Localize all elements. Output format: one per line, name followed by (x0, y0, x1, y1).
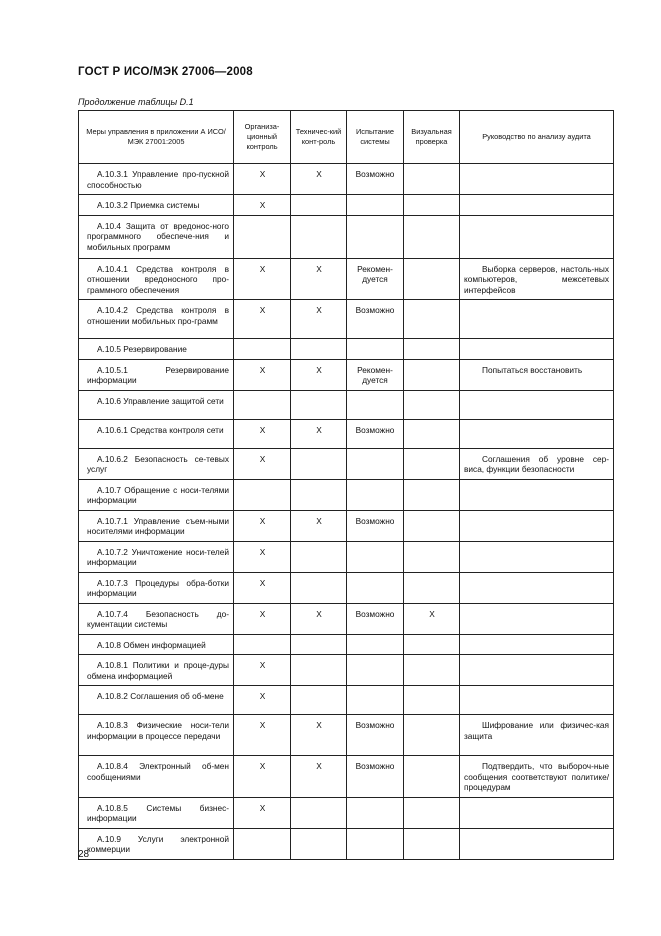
table-row (79, 603, 614, 634)
cell-tech-control (291, 215, 347, 258)
table-row (79, 300, 614, 339)
cell-org-control (234, 479, 291, 510)
table-row (79, 756, 614, 798)
cell-system-test (347, 541, 404, 572)
cell-tech-control: X (291, 510, 347, 541)
table-body (79, 164, 614, 860)
column-header-system-test: Испытание системы (347, 111, 404, 164)
cell-audit-guide (460, 164, 614, 195)
cell-measure-text: А.10.8.2 Соглашения об об-мене (97, 691, 224, 701)
cell-visual-check (404, 215, 460, 258)
cell-measure-text: А.10.6 Управление защитой сети (97, 395, 224, 406)
cell-audit-guide-text: Подтвердить, что выбороч-ные сообщения соответствуют политике/процедурам (464, 761, 609, 792)
cell-tech-control (291, 634, 347, 655)
cell-system-test (347, 390, 404, 419)
cell-system-test: Возможно (347, 603, 404, 634)
table-row (79, 510, 614, 541)
cell-system-test (347, 215, 404, 258)
cell-measure-text: А.10.7.4 Безопасность до-кументации системы (87, 608, 229, 629)
cell-measure-text: А.10.6.1 Средства контроля сети (97, 424, 224, 435)
table-row (79, 541, 614, 572)
cell-measure (79, 797, 234, 828)
cell-measure (79, 448, 234, 479)
cell-audit-guide (460, 510, 614, 541)
cell-measure (79, 359, 234, 390)
cell-system-test (347, 479, 404, 510)
cell-system-test: Рекомен-дуется (347, 258, 404, 300)
cell-measure (79, 339, 234, 360)
cell-audit-guide (460, 828, 614, 859)
cell-tech-control (291, 390, 347, 419)
cell-measure (79, 195, 234, 216)
cell-measure (79, 715, 234, 756)
cell-tech-control (291, 339, 347, 360)
cell-measure (79, 479, 234, 510)
cell-tech-control: X (291, 603, 347, 634)
cell-measure-text: А.10.7 Обращение с носи-телями информации (87, 484, 229, 505)
cell-audit-guide-text: Шифрование или физичес-кая защита (464, 720, 609, 741)
cell-audit-guide (460, 258, 614, 300)
cell-audit-guide (460, 419, 614, 448)
column-header-visual-check: Визуальная проверка (404, 111, 460, 164)
cell-measure-text: А.10.7.1 Управление съем-ными носителями информации (87, 515, 229, 536)
cell-tech-control: X (291, 258, 347, 300)
cell-org-control: X (234, 655, 291, 686)
cell-org-control: X (234, 715, 291, 756)
cell-org-control: X (234, 258, 291, 300)
cell-measure-text: А.10.6.2 Безопасность се-тевых услуг (87, 453, 229, 474)
cell-audit-guide (460, 634, 614, 655)
cell-visual-check (404, 195, 460, 216)
cell-measure (79, 164, 234, 195)
cell-org-control: X (234, 419, 291, 448)
cell-tech-control (291, 448, 347, 479)
cell-measure-text: А.10.4.1 Средства контроля в отношении вредоносного про-граммного обеспечения (87, 263, 229, 295)
cell-org-control: X (234, 756, 291, 798)
table-row (79, 572, 614, 603)
cell-measure-text: А.10.8.4 Электронный об-мен сообщениями (87, 761, 229, 782)
cell-measure (79, 686, 234, 715)
cell-audit-guide (460, 448, 614, 479)
cell-measure (79, 510, 234, 541)
cell-visual-check (404, 510, 460, 541)
table-row (79, 164, 614, 195)
cell-system-test: Возможно (347, 300, 404, 339)
cell-measure-text: А.10.8.3 Физические носи-тели информации в процессе передачи (87, 720, 229, 741)
cell-measure (79, 572, 234, 603)
table-row (79, 655, 614, 686)
cell-measure-text: А.10.8.1 Политики и проце-дуры обмена информацией (87, 660, 229, 681)
cell-visual-check (404, 655, 460, 686)
cell-audit-guide (460, 686, 614, 715)
cell-visual-check (404, 390, 460, 419)
table-row (79, 215, 614, 258)
table-row (79, 634, 614, 655)
cell-org-control (234, 215, 291, 258)
cell-audit-guide-text: Попытаться восстановить (482, 364, 583, 375)
cell-tech-control: X (291, 756, 347, 798)
cell-visual-check (404, 300, 460, 339)
cell-tech-control: X (291, 164, 347, 195)
cell-tech-control (291, 195, 347, 216)
cell-measure (79, 603, 234, 634)
cell-measure-text: А.10.4 Защита от вредонос-ного программного обеспече-ния и мобильных программ (87, 220, 229, 252)
table-row (79, 797, 614, 828)
cell-visual-check: X (404, 603, 460, 634)
cell-audit-guide (460, 215, 614, 258)
cell-audit-guide-text: Выборка серверов, настоль-ных компьютеров, межсетевых интерфейсов (464, 263, 609, 295)
cell-measure (79, 390, 234, 419)
cell-visual-check (404, 797, 460, 828)
cell-visual-check (404, 634, 460, 655)
cell-tech-control: X (291, 419, 347, 448)
cell-org-control: X (234, 686, 291, 715)
cell-system-test (347, 797, 404, 828)
cell-audit-guide (460, 572, 614, 603)
cell-measure-text: А.10.7.3 Процедуры обра-ботки информации (87, 577, 229, 598)
table-row (79, 195, 614, 216)
cell-org-control (234, 634, 291, 655)
cell-visual-check (404, 541, 460, 572)
cell-org-control (234, 390, 291, 419)
table-row (79, 479, 614, 510)
cell-system-test: Возможно (347, 756, 404, 798)
cell-tech-control (291, 541, 347, 572)
table-row (79, 359, 614, 390)
cell-org-control (234, 339, 291, 360)
cell-audit-guide (460, 479, 614, 510)
cell-system-test (347, 339, 404, 360)
cell-measure (79, 756, 234, 798)
cell-system-test (347, 448, 404, 479)
cell-visual-check (404, 572, 460, 603)
table-row (79, 686, 614, 715)
cell-visual-check (404, 164, 460, 195)
cell-audit-guide-text: Соглашения об уровне сер-виса, функции безопасности (464, 453, 609, 474)
table-row (79, 339, 614, 360)
cell-org-control: X (234, 603, 291, 634)
cell-audit-guide (460, 603, 614, 634)
column-header-tech-control: Техничес-кий конт-роль (291, 111, 347, 164)
page-number: 28 (78, 849, 90, 860)
cell-audit-guide (460, 715, 614, 756)
cell-visual-check (404, 419, 460, 448)
table-row (79, 419, 614, 448)
cell-measure-text: А.10.5.1 Резервирование информации (87, 364, 229, 385)
table-caption: Продолжение таблицы D.1 (78, 97, 194, 107)
cell-org-control: X (234, 510, 291, 541)
cell-measure-text: А.10.9 Услуги электронной коммерции (87, 833, 229, 854)
document-header: ГОСТ Р ИСО/МЭК 27006—2008 (78, 66, 253, 78)
cell-system-test: Возможно (347, 715, 404, 756)
table-row (79, 258, 614, 300)
cell-tech-control: X (291, 300, 347, 339)
cell-measure (79, 215, 234, 258)
table-row (79, 715, 614, 756)
cell-visual-check (404, 448, 460, 479)
cell-measure-text: А.10.4.2 Средства контроля в отношении мобильных про-грамм (87, 305, 229, 326)
cell-measure-text: А.10.3.2 Приемка системы (97, 200, 200, 210)
cell-measure-text: А.10.5 Резервирование (97, 344, 187, 354)
cell-visual-check (404, 339, 460, 360)
cell-audit-guide (460, 390, 614, 419)
cell-measure (79, 828, 234, 859)
cell-system-test: Возможно (347, 510, 404, 541)
cell-system-test (347, 828, 404, 859)
cell-tech-control (291, 479, 347, 510)
cell-visual-check (404, 828, 460, 859)
controls-table (78, 110, 614, 860)
cell-measure-text: А.10.7.2 Уничтожение носи-телей информации (87, 546, 229, 567)
table-header-row (79, 111, 614, 164)
column-header-org-control: Организа-ционный контроль (234, 111, 291, 164)
table-row (79, 828, 614, 859)
cell-visual-check (404, 715, 460, 756)
cell-system-test: Рекомен-дуется (347, 359, 404, 390)
cell-org-control: X (234, 300, 291, 339)
cell-system-test: Возможно (347, 164, 404, 195)
cell-system-test (347, 655, 404, 686)
cell-system-test: Возможно (347, 419, 404, 448)
cell-system-test (347, 572, 404, 603)
cell-measure (79, 634, 234, 655)
cell-org-control: X (234, 541, 291, 572)
cell-tech-control (291, 686, 347, 715)
column-header-audit-guide: Руководство по анализу аудита (460, 111, 614, 164)
cell-org-control: X (234, 448, 291, 479)
cell-org-control: X (234, 164, 291, 195)
cell-org-control: X (234, 797, 291, 828)
cell-audit-guide (460, 195, 614, 216)
cell-audit-guide (460, 797, 614, 828)
cell-measure (79, 541, 234, 572)
table-row (79, 448, 614, 479)
cell-tech-control: X (291, 715, 347, 756)
cell-measure-text: А.10.8 Обмен информацией (97, 639, 206, 650)
cell-measure (79, 258, 234, 300)
cell-visual-check (404, 359, 460, 390)
cell-measure-text: А.10.3.1 Управление про-пускной способностью (87, 169, 229, 190)
cell-tech-control (291, 655, 347, 686)
cell-visual-check (404, 258, 460, 300)
cell-audit-guide (460, 756, 614, 798)
cell-audit-guide (460, 655, 614, 686)
table-row (79, 390, 614, 419)
cell-system-test (347, 195, 404, 216)
cell-tech-control (291, 828, 347, 859)
cell-visual-check (404, 686, 460, 715)
cell-system-test (347, 634, 404, 655)
cell-measure (79, 419, 234, 448)
cell-system-test (347, 686, 404, 715)
cell-visual-check (404, 479, 460, 510)
cell-measure (79, 655, 234, 686)
cell-measure (79, 300, 234, 339)
cell-audit-guide (460, 541, 614, 572)
cell-measure-text: А.10.8.5 Системы бизнес-информации (87, 802, 229, 823)
cell-org-control (234, 828, 291, 859)
cell-audit-guide (460, 300, 614, 339)
cell-tech-control: X (291, 359, 347, 390)
column-header-measure: Меры управления в приложении А ИСО/МЭК 27001:2005 (79, 111, 234, 164)
cell-org-control: X (234, 195, 291, 216)
cell-org-control: X (234, 572, 291, 603)
cell-visual-check (404, 756, 460, 798)
cell-audit-guide (460, 339, 614, 360)
cell-tech-control (291, 572, 347, 603)
cell-audit-guide (460, 359, 614, 390)
cell-tech-control (291, 797, 347, 828)
cell-org-control: X (234, 359, 291, 390)
